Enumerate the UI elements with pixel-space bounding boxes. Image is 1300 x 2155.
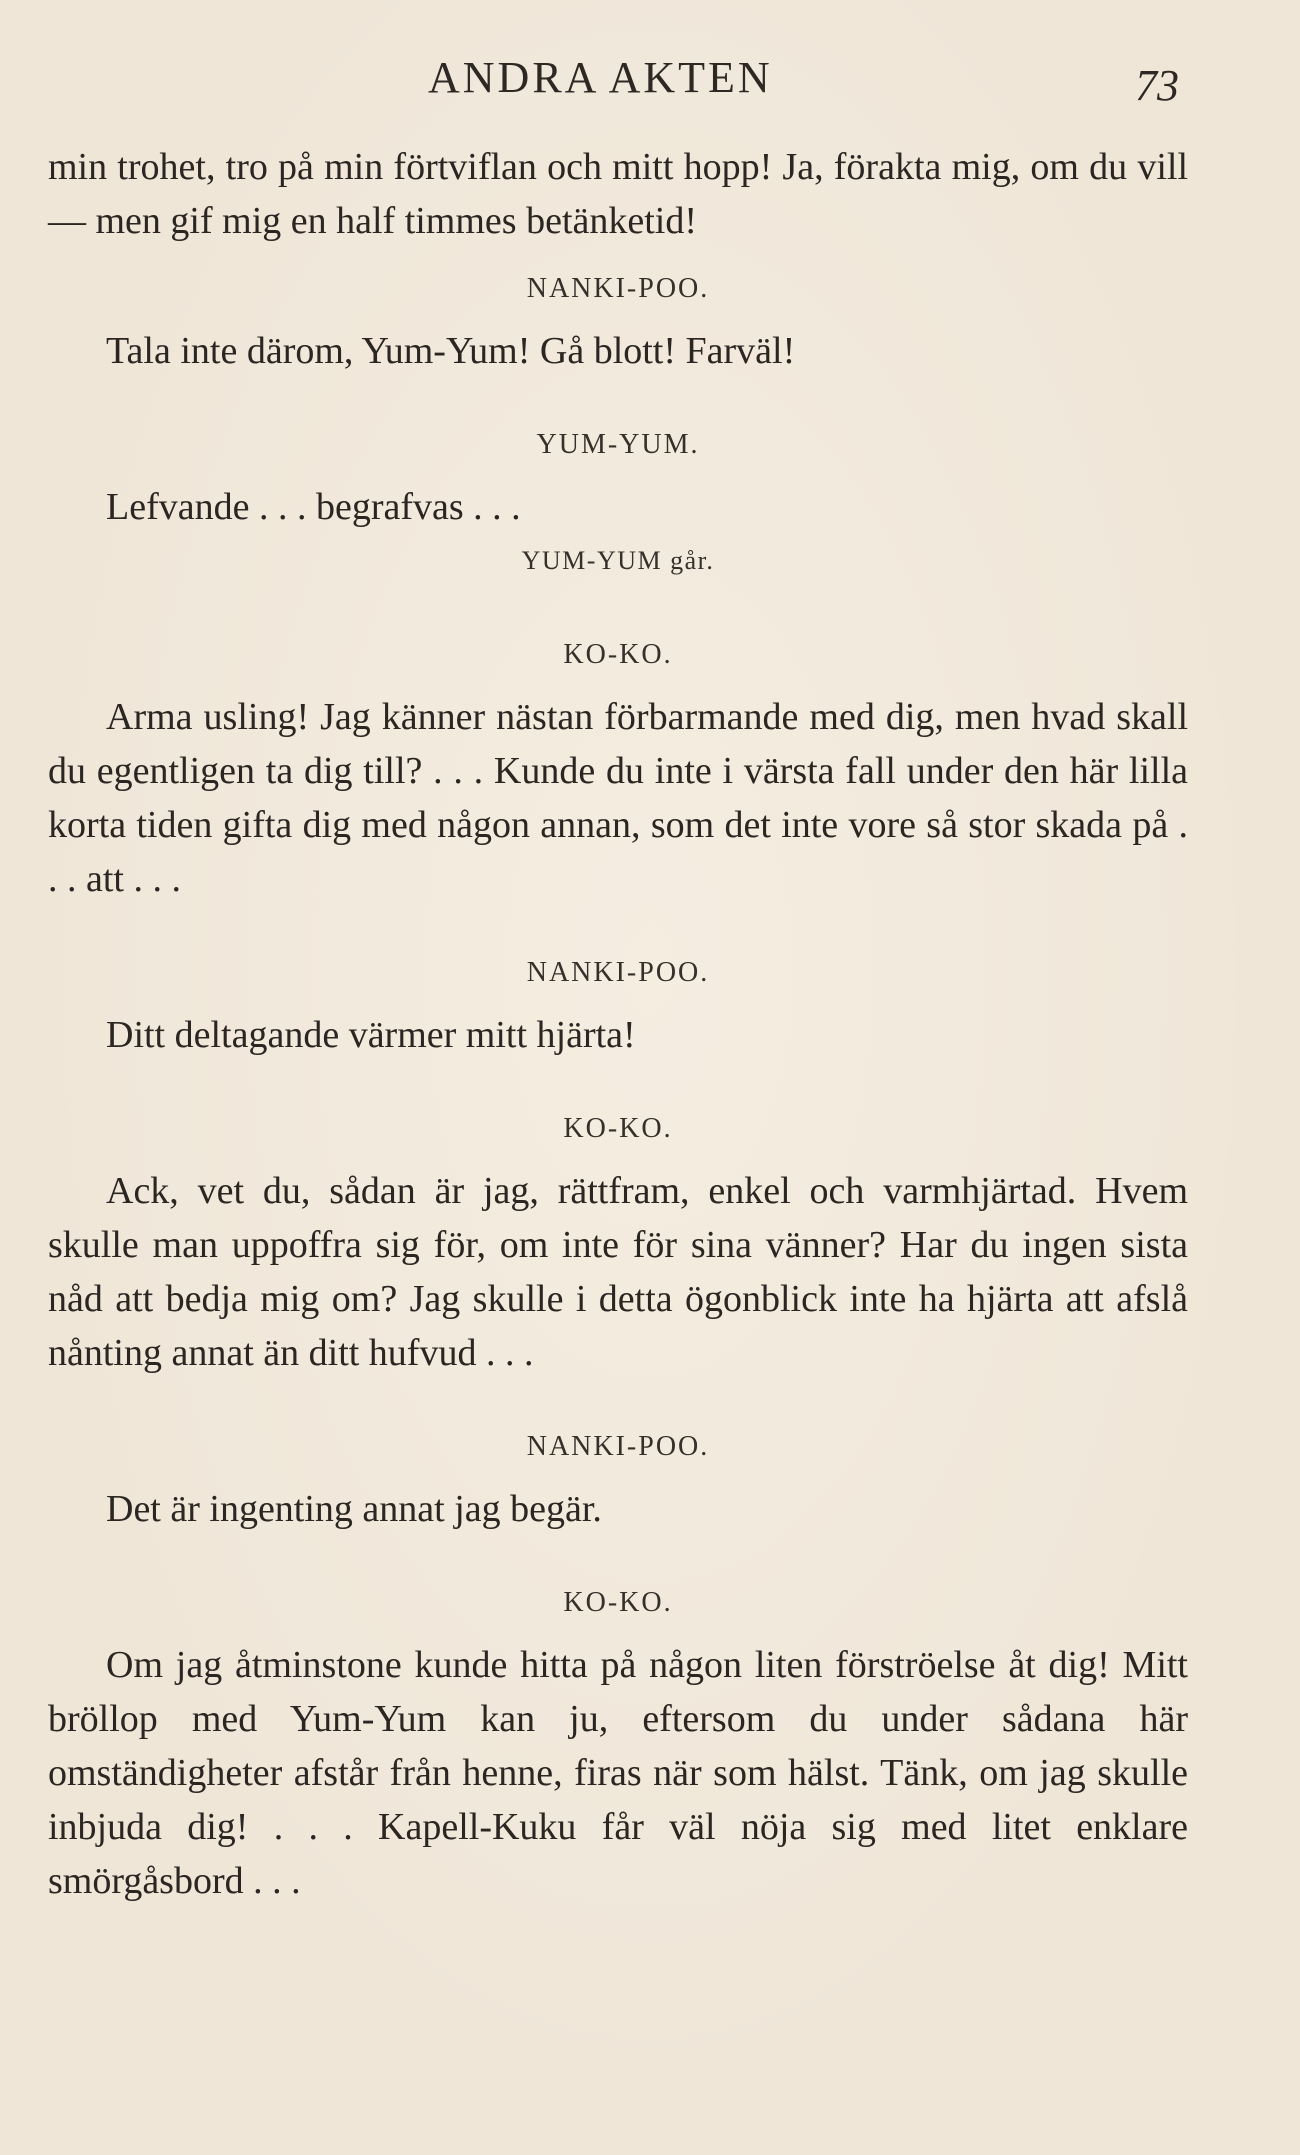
dialogue-line: Lefvande . . . begrafvas . . . bbox=[106, 486, 521, 528]
paragraph: min trohet, tro på min förtviflan och mitt hopp! Ja, förakta mig, om du vill — men gif mig en half timmes betänketid! bbox=[48, 146, 1188, 242]
speaker-name: NANKI-POO. bbox=[526, 957, 710, 988]
speaker-name: NANKI-POO. bbox=[526, 273, 710, 304]
dialogue-line: Arma usling! Jag känner nästan förbarmande med dig, men hvad skall du egentligen ta dig till? . . . Kunde du inte i värsta fall under den här lilla korta tiden gifta dig med någon annan, som det inte vore så stor skada på . . . att . . . bbox=[48, 696, 1188, 900]
dialogue-line: Om jag åtminstone kunde hitta på någon liten förströelse åt dig! Mitt bröllop med Yum-Yum kan ju, eftersom du under sådana här omständigheter afstår från henne, firas när som hälst. Tänk, om jag skulle inbjuda dig! . . . Kapell-Kuku får väl nöja sig med litet enklare smörgåsbord . . . bbox=[48, 1644, 1188, 1902]
speaker-name: YUM-YUM. bbox=[536, 429, 700, 460]
speaker-name: KO-KO. bbox=[563, 1113, 673, 1144]
dialogue-line: Ack, vet du, sådan är jag, rättfram, enkel och varmhjärtad. Hvem skulle man uppoffra sig för, om inte för sina vänner? Har du ingen sista nåd att bedja mig om? Jag skulle i detta ögonblick inte ha hjärta att afslå nånting annat än ditt hufvud . . . bbox=[48, 1170, 1188, 1374]
page-header bbox=[0, 52, 1300, 112]
dialogue-line: Ditt deltagande värmer mitt hjärta! bbox=[106, 1014, 636, 1056]
speaker-name: KO-KO. bbox=[563, 639, 673, 670]
page-body bbox=[48, 140, 1188, 1908]
page-number: 73 bbox=[1135, 61, 1179, 110]
dialogue-line: Det är ingenting annat jag begär. bbox=[106, 1488, 602, 1530]
speaker-name: NANKI-POO. bbox=[526, 1431, 710, 1462]
running-title: ANDRA AKTEN bbox=[428, 53, 773, 102]
speaker-name: KO-KO. bbox=[563, 1587, 673, 1618]
dialogue-line: Tala inte därom, Yum-Yum! Gå blott! Farväl! bbox=[106, 330, 796, 372]
stage-direction: YUM-YUM går. bbox=[521, 546, 715, 575]
